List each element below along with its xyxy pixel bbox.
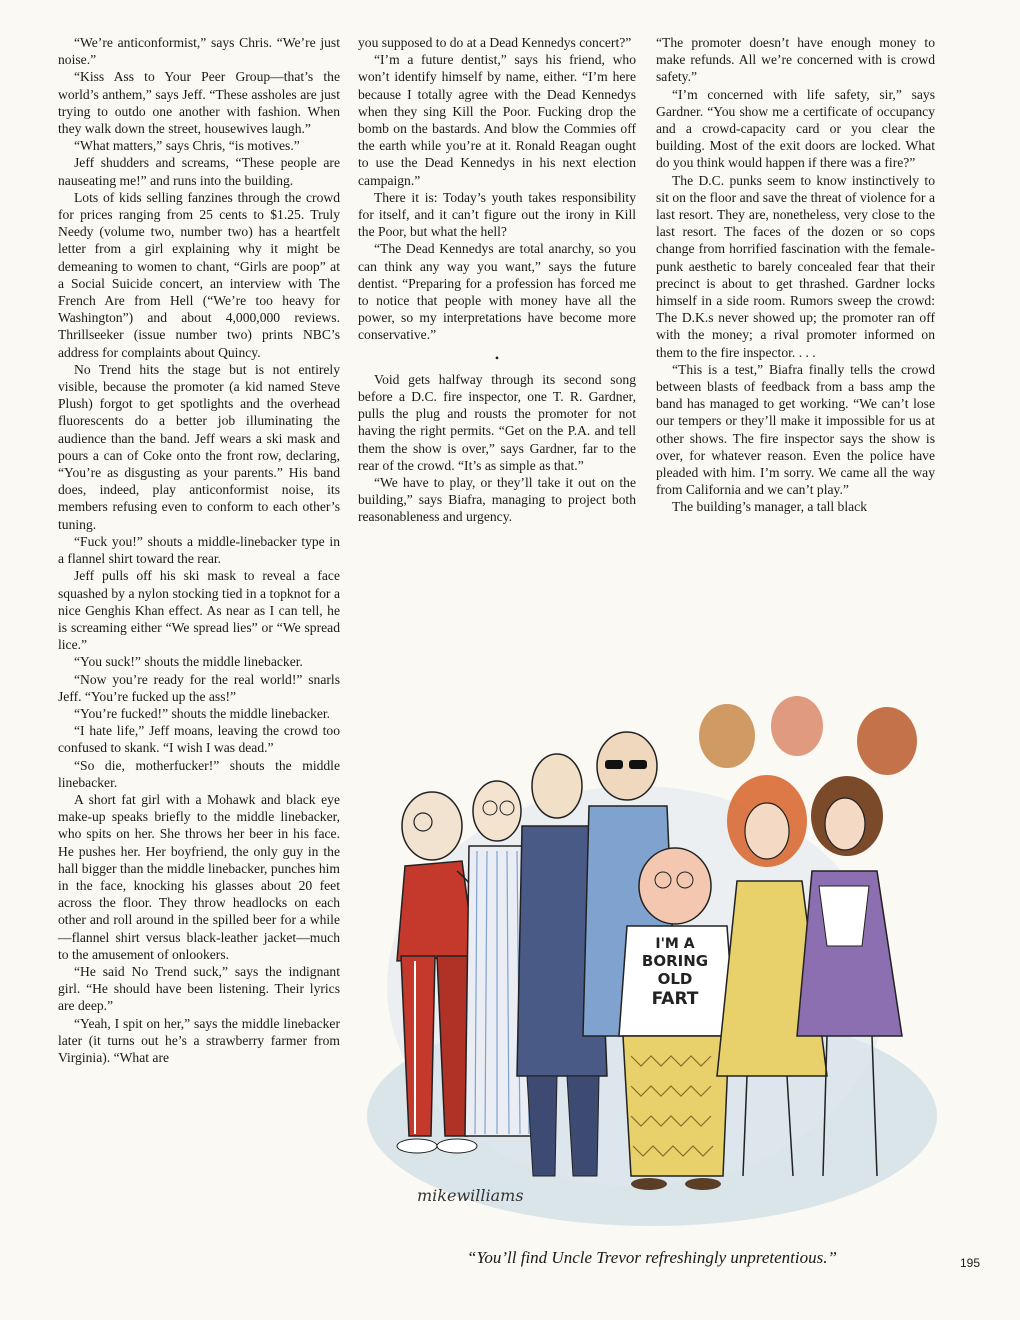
paragraph: you supposed to do at a Dead Kennedys concert?”	[358, 35, 632, 50]
paragraph: “I hate life,” Jeff moans, leaving the crowd too confused to skank. “I wish I was dead.”	[58, 723, 340, 756]
paragraph: “So die, motherfucker!” shouts the middle linebacker.	[58, 757, 340, 790]
cartoon-caption: “You’ll find Uncle Trevor refreshingly unpretentious.”	[467, 1248, 837, 1267]
column-1	[58, 34, 340, 1066]
shirt-text-1: I'M A	[655, 936, 695, 952]
paragraph: “The promoter doesn’t have enough money to make refunds. All we’re concerned with is crowd safety.”	[656, 35, 935, 85]
paragraph: Jeff shudders and screams, “These people are nauseating me!” and runs into the building.	[58, 155, 340, 188]
paragraph: There it is: Today’s youth takes responsibility for itself, and it can’t figure out the irony in Kill the Poor, but what the hell?	[358, 189, 636, 240]
paragraph: “What matters,” says Chris, “is motives.”	[74, 138, 300, 154]
paragraph: No Trend hits the stage but is not entirely visible, because the promoter (a kid named Steve Plush) forgot to get spotlights and the overhead fluorescents do a better job illuminating the audience than the band. Jeff wears a ski mask and pours a can of Coke onto the front row, declaring, “You’re as disgusting as your parents.” His band does, indeed, play anticonformist noise, its members refusing even to conform to each other’s tuning.	[58, 361, 340, 532]
paragraph: “The Dead Kennedys are total anarchy, so you can think any way you want,” says the future dentist. “Preparing for a profession has forced me to notice that people with money have all the power, so my interpretations have become more conservative.”	[358, 241, 636, 343]
paragraph: Void gets halfway through its second song before a D.C. fire inspector, one T. R. Gardner, pulls the plug and rousts the promoter for not having the right permits. “Get on the P.A. and tell them the show is over,” says Gardner, far to the rear of the crowd. “It’s as simple as that.”	[358, 371, 636, 473]
page-number: 195	[959, 1256, 980, 1270]
shirt-text-4: FART	[651, 989, 699, 1009]
paragraph: “He said No Trend suck,” says the indignant girl. “He should have been listening. Their lyrics are deep.”	[58, 963, 340, 1014]
paragraph: “You’re fucked!” shouts the middle linebacker.	[74, 705, 331, 721]
paragraph: “I’m a future dentist,” says his friend, who won’t identify himself by name, either. “I’m here because I totally agree with the Dead Kennedys when they sing Kill the Poor. Fucking drop the bomb on the bastards. And blow the Commies off the earth while you’re at it. Ronald Reagan ought to use the Dead Kennedys in his next election campaign.”	[358, 52, 636, 188]
column-2	[358, 34, 636, 526]
paragraph: “I’m concerned with life safety, sir,” says Gardner. “You show me a certificate of occupancy and a crowd-capacity card or you clear the building. Most of the exit doors are locked. What do you think would happen if there was a fire?”	[656, 86, 935, 171]
figure-background-women	[699, 696, 917, 775]
paragraph: “We have to play, or they’ll take it out on the building,” says Biafra, managing to project both reasonableness and urgency.	[358, 475, 636, 525]
paragraph: “Yeah, I spit on her,” says the middle linebacker later (it turns out he’s a strawberry farmer from Virginia). “What are	[58, 1015, 340, 1065]
cartoon-illustration	[357, 656, 947, 1240]
paragraph: The building’s manager, a tall black	[672, 499, 867, 515]
paragraph: The D.C. punks seem to know instinctively to sit on the floor and save the threat of violence for a last resort. They are, nonetheless, very close to the last resort. The faces of the dozen or so cops change from horrified fascination with the female-punk aesthetic to barely concealed fear that their precinct is about to get thrashed. Gardner locks himself in a side room. Rumors sweep the crowd: The D.K.s never showed up; the promoter ran off with the money; a rival promoter informed on them to the fire inspector. . . .	[656, 172, 935, 360]
paragraph: “Kiss Ass to Your Peer Group—that’s the world’s anthem,” says Jeff. “These assholes are just trying to outdo one another with fashion. When they walk down the street, housewives laugh.”	[58, 69, 340, 137]
paragraph: “This is a test,” Biafra finally tells the crowd between blasts of feedback from a bass amp the band has managed to get working. “We can’t lose our tempers or they’ll make it impossible for us at other shows. The fire inspector says the show is over, for whatever reason. Even the police have pleaded with him. I’m sorry. We came all the way from California and we can’t play.”	[656, 361, 935, 498]
paragraph: A short fat girl with a Mohawk and black eye make-up speaks briefly to the middle linebacker, who spits on her. She throws her beer in his face. He pushes her. Her boyfriend, the only guy in the hall bigger than the middle linebacker, punches him in the face, knocking his glasses about 20 feet across the floor. They throw headlocks on each other and roll around in the spilled beer for a while—flannel shirt versus black-leather jacket—much to the amusement of onlookers.	[58, 791, 340, 962]
column-3	[656, 34, 935, 516]
paragraph: “We’re anticonformist,” says Chris. “We’re just noise.”	[58, 35, 340, 68]
shirt-text-2: BORING	[641, 952, 709, 970]
paragraph: Jeff pulls off his ski mask to reveal a face squashed by a nylon stocking tied in a topknot for a nice Genghis Khan effect. As near as I can tell, he is screaming either “We spread lies” or “We spread lice.”	[58, 568, 340, 653]
paragraph: Lots of kids selling fanzines through the crowd for prices ranging from 25 cents to $1.25. Truly Needy (volume two, number two) has a heartfelt letter from a girl explaining why it might be demeaning to women to chant, “Girls are poop” at a Social Suicide concert, an interview with The French Are from Hell (“We’re too heavy for Washington”) and about 4,000,000 reviews. Thrillseeker (issue number two) prints NBC’s address for complaints about Quincy.	[58, 189, 340, 360]
paragraph: “Fuck you!” shouts a middle-linebacker type in a flannel shirt toward the rear.	[58, 533, 340, 567]
shirt-text-3: OLD	[657, 970, 693, 988]
paragraph: “You suck!” shouts the middle linebacker.	[74, 654, 303, 670]
paragraph: “Now you’re ready for the real world!” snarls Jeff. “You’re fucked up the ass!”	[58, 671, 340, 704]
paragraph: •	[494, 350, 500, 365]
artist-signature: mikewilliams	[417, 1186, 524, 1205]
